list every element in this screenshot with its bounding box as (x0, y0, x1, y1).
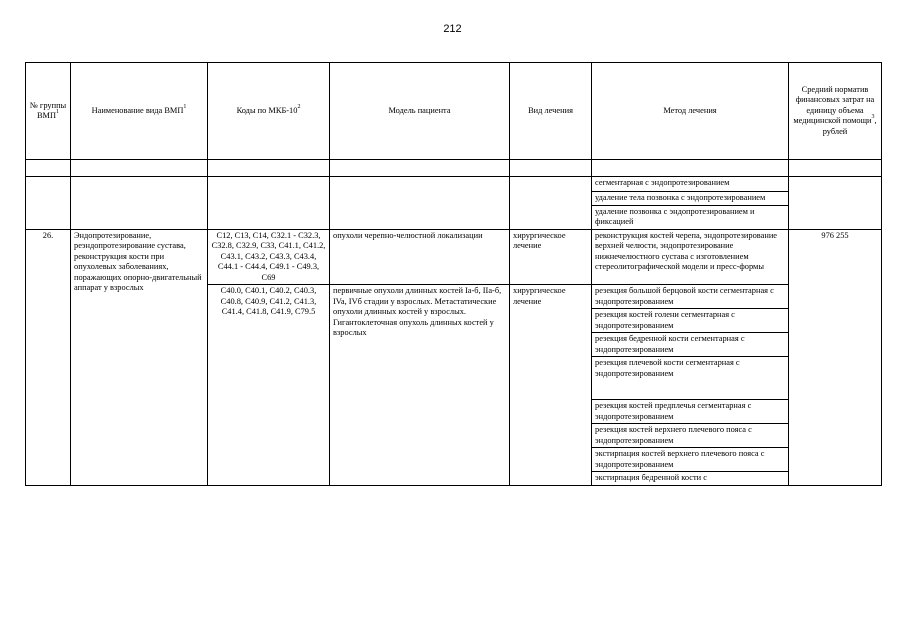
method-cell: экстирпация бедренной кости с (592, 472, 789, 486)
method-cell: резекция бедренной кости сегментарная с эндопротезированием (592, 333, 789, 357)
header-group-no: № группы ВМП$^1$ (26, 63, 71, 160)
vmp-table (25, 62, 882, 486)
group-name: Эндопротезирование, реэндопротезирование сустава, реконструкция кости при опухолевых заболеваниях, поражающих опорно-двигательный аппарат у взрослых (71, 229, 208, 485)
header-row (26, 63, 882, 160)
treatment-type-cell: хирургическое лечение (510, 285, 592, 486)
header-vmp-name: Наименование вида ВМП$^1$ (71, 63, 208, 160)
header-avg-cost: Средний норматив финансовых затрат на единицу объема медицинской помощи$^3$, рублей (789, 63, 882, 160)
group-row (26, 229, 882, 285)
method-cell: резекция большой берцовой кости сегментарная с эндопротезированием (592, 285, 789, 309)
method-cell: удаление тела позвонка с эндопротезированием (592, 192, 789, 206)
header-patient-model: Модель пациента (330, 63, 510, 160)
header-treatment-method: Метод лечения (592, 63, 789, 160)
icd-codes-cell: C40.0, C40.1, C40.2, C40.3, C40.8, C40.9, C41.2, C41.3, C41.4, C41.8, C41.9, C79.5 (208, 285, 330, 486)
group-number: 26. (26, 229, 71, 485)
treatment-type-cell: хирургическое лечение (510, 229, 592, 285)
cost-cell: 976 255 (789, 229, 882, 485)
header-treatment-type: Вид лечения (510, 63, 592, 160)
patient-model-cell: опухоли черепно-челюстной локализации (330, 229, 510, 285)
empty-spacer-row (26, 160, 882, 177)
method-cell: удаление позвонка с эндопротезированием и фиксацией (592, 205, 789, 229)
header-icd-codes: Коды по МКБ-$10^2$ (208, 63, 330, 160)
method-cell: резекция костей верхнего плечевого пояса с эндопротезированием (592, 424, 789, 448)
page-number: 212 (443, 23, 462, 35)
continuation-row (26, 177, 882, 192)
method-cell: резекция костей голени сегментарная с эндопротезированием (592, 309, 789, 333)
icd-codes-cell: C12, C13, C14, C32.1 - C32.3, C32.8, C32.9, C33, C41.1, C41.2, C43.1, C43.2, C43.3, C43.4, C44.1 - C44.4, C49.1 - C49.3, C69 (208, 229, 330, 285)
method-cell: реконструкция костей черепа, эндопротезирование верхней челюсти, эндопротезирование нижнечелюстного сустава с изготовлением стереолитографической модели и пресс-формы (592, 229, 789, 285)
method-cell: резекция костей предплечья сегментарная с эндопротезированием (592, 400, 789, 424)
method-cell: резекция плечевой кости сегментарная с эндопротезированием (592, 357, 789, 400)
patient-model-cell: первичные опухоли длинных костей Ia-б, IIa-б, IVa, IVб стадии у взрослых. Метастатические опухоли длинных костей у взрослых. Гигантоклеточная опухоль длинных костей у взрослых (330, 285, 510, 486)
method-cell: экстирпация костей верхнего плечевого пояса с эндопротезированием (592, 448, 789, 472)
method-cell: сегментарная с эндопротезированием (592, 177, 789, 192)
